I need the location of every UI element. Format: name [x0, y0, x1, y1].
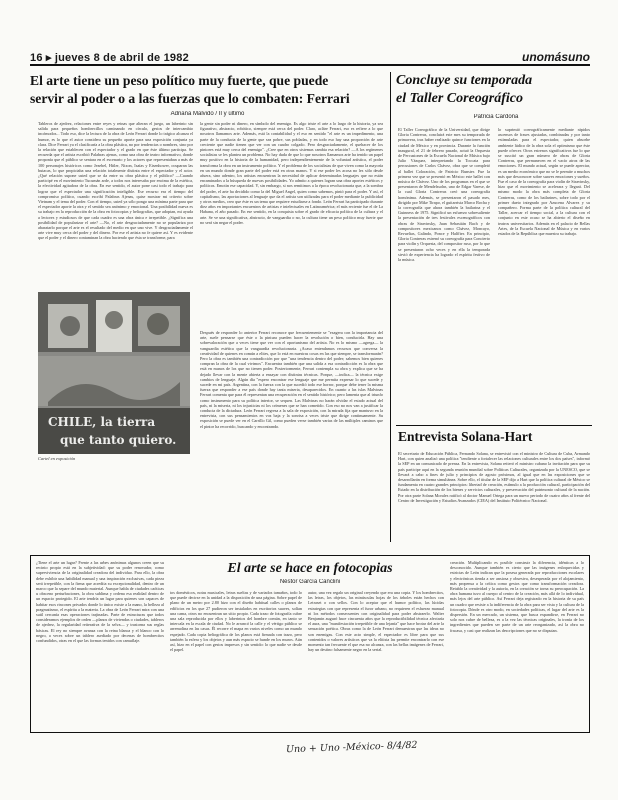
column-divider [390, 72, 391, 542]
side-article-col2: lo suprimió coreográficamente mediante rápidos ascensos de frases ajustadas, combinadas y por tanto estimuladas para el espectador, quien absorbe ambiente lúdico de la obra sola el optimismo que éste puede ofrecer. Otros estrenos significativos fue lo que se suscitó un gran número de obras de Gloria Contreras, que permanecen en el vacío atroz de las emociones. El mundo actual, según se puede apreciar, es un medio económico que no se le permite a muchos más que desconocer sobre suaves emociones y sueños. Fue el caso de la coreografía para violín de Stravinsky, hizo que el movimiento se acelerara y llegará. Del mismo modo la obra más completa de Gloria Contreras, como de los bailarines, sobre todo por el primer dueto integrado por Azucena Alvarez y su compañero. Forma parte de la política cultural del Taller, acercar el tiempo social, a la cultura con el conjunto en este ocaso se ha abierto el diseño en teatros universitarios. Además en el palacio de Bellas Artes, de la Escuela Nacional de Música y en varios estados de la República que muestra su trabajo. [498, 127, 590, 237]
main-byline: Adriana Malvido / II y último [170, 111, 245, 117]
solana-headline: Entrevista Solana-Hart [398, 429, 533, 444]
page-date: 16 ▸ jueves 8 de abril de 1982 [30, 52, 189, 64]
side-headline [396, 72, 596, 112]
handwritten-note: Uno + Uno -México- 8/4/82 [285, 739, 418, 756]
box-col2: tos domésticos, notas musicales, letras sueltas y de variados tamaños, todo lo que puede decirse en la unidad a la disposición de una página. Sobre papel de plano de un metro por 2.80 hizo con el diseño habitual calles o planos de edificios en los que 27 pudieron ser instalados en escritorios suaves, solían una cama, otros no encuentran un sitio propio. Cada trazo de fotografía cubre una sala reproducida por ellos y laberintos del hombre común, en tanto se intercala en la escala de ciudad. No le arrancó la calle y el vértigo público se arremolina en las casas. Él recorre el mapa en varios niveles como un mundo espejado. Cada copia heliográfica de los planos está firmada con trazo, pero también la esfera y los objetos y aun más espacio se hunde en los muros. Aún así, hizo en el papel con gestos impresos y sin sentido: lo que nadie ve desde el papel. [170, 590, 302, 653]
side-headline-line1: Concluye su temporada [396, 73, 533, 88]
poster-text-line1: CHILE, la tierra [48, 415, 156, 429]
main-headline [30, 72, 385, 112]
solana-top-rule [396, 425, 592, 426]
main-article-col1: Tableros de ajedrez, relaciones entre reyes y reinas que alteran el juego, un laberinto sin salida para pequeños hombrecillos caminando en círculo, gestos de intercambio incómodos... Todo eso, dice la lectura de la obra de León Ferrari donde lo trágico alcanza el humor, es lo que el autor considera su pequeño aporte para una exposición conjunta ya clara. Dice Ferrari ya el clasificaría a la obra plástica, no por tendencias o nombres, sino por la relación que establecen con el espectador y el grado en que éste último participa. Se recuerda que el artista escribió Palabras ajenas, como una obra de teatro informativo, donde proponía que el público se sentara en el escenario y los actores que representaban a más de 100 personajes históricos como Jezebel, Hitler, Nixon, Isaías y Eisenhower, ocuparan las butacas, lo que propiciaba una relación totalmente distinta entre el espectador y el actor. ¿Qué relación supone usted que se da entre su obra plástica y el público? —Cuando participé en el movimiento Tucumán arde, a todos nos interesaba por encima de la estética, la efectividad agitadora de la obra. En ese sentido, el autor pone casi todo el trabajo para lograr que el espectador una significación inteligible. Ese recurso era el tiempo del compromiso político, cuando escribí Palabras Ajenas, quise mostrar mi criterio sobre Vietnam y el tema del poder. Con el tiempo, usted ya sólo pongo una mínima parte para que el espectador aporte la otra y el sentido sea anónimo y emocional. Una posibilidad nueva es su trabajo en la reproducción de la obra en fotocopias y heliografías, que adoptan, mi ayuda a lectores y estudiosos de que cada cuadro es una obra única e irrepetible. ¿Significa una posibilidad de popularizar el arte? —No, el arte desgraciadamente no se populariza por abaratarlo porque el arte es el resultado del medio en que uno vive. Y desgraciadamente el arte vive muy cerca del poder y del dinero. Por ese el artista no fe quiere así. Y es evidente que el poder y el dinero contaminan la obra haciendo que ésta se transforme, para [38, 121, 193, 241]
main-article-col3: Después de responder lo anterior Ferrari reconoce que frecuentemente se "exagera con la importancia del arte, suele pensarse que éste o la pintura pueden hacer la revolución o bien, conducirla. Hay una sobrevaloración que a veces tiene que ver con el oportunismo del artista. No es lo mismo —agrega— la vanguardia estética que la vanguardia revolucionaria. ¿Acaso entendamos recursos que conversa la creatividad de quienes en común a elites, que lo está en nuestras cosas en las que siempre, se transformarán? Pero la obra es también una contradicción por que "una tendencia dentro del poder; sabemos bien quienes compran la obra de la cual vivimos". Encuentra también que una salida a esa contradicción es la obra que está en manos de los que no tienen poder. Posteriormente, Ferrari contempla su obra y explica que se ha dejado llevar con la mente abierta a ensayar con distintas técnicas. Porque, —indica— la técnica exige cambios de lenguaje. Algún día "espero encontrar ese lenguaje que me permita expresar lo que sucede y sucede en mi país. Argentina, con la fuerza con la que sucedió todo ese horror, porque debe tener la misma fuerza que responder a ese país donde hay tanta miseria, desaparecidos. En cuanto a las islas Malvinas Ferrari comenta que para él representan una recuperación en el sentido histórico; pero lamenta que al triunfo como instrumento para su política interior, se sequen. Las Malvinas no harán olvidar el estado actual del país, ni la miseria, ni los injusticias ni los crímenes que se han cometido. Con eso no nos van a justificar la conducta de la dictadura. León Ferrari regresa a la sala de exposición, con la mirada fija que mantuvo en la entrevista, con sus pensamientos en voz baja y la sonrisa a veces triste que dirige continuamente. Su exposición se puede ver en el Carrillo Gil, como pueden verse también varias de las múltiples caminos que el pintor ha recorrido, buscando y encontrando. [200, 330, 383, 429]
main-article-col2: la gente sin poder ni dinero, en símbolo del enemigo. Es algo triste el arte a lo largo de la historia, ya sea figurativo, abstracto, robótico, siempre está cerca del poder. Claro, acláre Ferrari, eso es refiere a lo que nosotros llamamos arte. Además, está la contabilidad y el eso en sentido "el arte es un impedimento, una parte de la conducta de la gente que sea pobre, sus pobladas, y en todo eso hay una proporción de arte creciente que nadie tienen que ver con un cuadro colgado. Pero desgraciadamente, el quehacer de los pintores está muy cerca del enemigo". ¿Cree que en otros sistemas cambia esa relación? —A los regímenes socialistas se les plantea un problema. No hay duda de que lo que nosotros llamamos arte ha tenido un papel muy positivo en la historia de la humanidad, pero independientemente de la voluntad artística, el poder transforma la obra en un instrumento político. Y el problema de los socialistas de que viven como la mayoría en un mundo donde gran parte del poder está en otras manos. Y si ese poder les acosa no les sólo desde afuera, sino adentro, los artistas encuentran la necesidad de aplicar determinadas lenguajes que no están encaminados a la búsqueda de nuevas posibilidades. Yo admito a quienes logran una obra aportes estéticos y políticos. Emotin ese capacidad. Y, sin embargo, si nos remitimos a la época revolucionaria que, a la sombra del poder, el arte ha decidido como la del Miguel Angel, quien como sabemos, pintó para el poder. Y así, el capitalismo, las aportaciones al lenguaje que da el artista son utilizadas para el poder mediante la publicidad y otros medios, creo que éste es un tema que requiere estudiarse a fondo. León Ferrari ha participado durante diez años en importantes encuentros de artistas e intelectuales en Latinoamérica; el más reciente fue el de La Habana, el año pasado. En ese sentido, en la conquista sobre el grado de eficacia política de la cultura y el arte. Se ve una significativa, abstracto, de vanguardia o no, la cultura tiene un peso político muy fuerte que no será sin negar el poder. [200, 121, 383, 225]
box-headline: El arte se hace en fotocopias [227, 561, 393, 576]
box-col1: ¿Tiene el arte un lugar? Frente a las urbes anónimas algunos creen que su recinto propio está en la subjetividad: que su poder renovador, como superviviencia de la originalidad creadora del individuo. Para ello, la obra debe exhibir una habilidad manual y una inspiración exclusivas, cada pieza será irrepetible, con la firma que acredita su excepcionalidad, dentro de un marco que la separe del mundo material. Aunque habla de ciudades caóticas u obsceno perturbaciones, la obra sublima y ordena esa realidad dentro de un espacio protegido. El arte tendría un lugar para quienes son capaces de habitar esos rincones privados donde lo único existe a la mano, la belleza al pragmatismo, el espíritu a la materia. La obra de León Ferrari mira con una sutil cercanía esas operaciones trajinadas. Parte de estructuras que todos consideramos ejemplos de orden —planos de viviendas o ciudades, tableros de ajedrez, la regularidad reiterativa de la selva— y trastorna sus reglas básicas. El rey no siempre avanza con la reina blanca y el blanco con lo negro, a veces sobre un tablero asediado por decenas de hombrecitos confundidos, otras en el que las formas tenidos con camuflaje. [36, 560, 164, 644]
poster-text-line2: que tanto quiero. [60, 433, 177, 447]
publication-name: unomásuno [522, 50, 590, 64]
box-col4: creación. Multiplicando es posible construir la diferencia, idénticas a lo desconocido. Aunque también es cierto que las imágenes enloquecidas y estrictas de León indican que la posesa generada por reproducciones escolares y electrónicas tienda a ser ansiosa y obsesiva, desesperada por el alojamiento, más propensa a la crítica como gestos que como transformación creadora. Retablo la creatividad y la autoría, en la creación se torna su preocupación. La obra humana tuvo al cuerpo al centro de la creación, más allá de lo individual, más lejos del arte público. Así Ferrari deja registrado en la historia de su país un cuadro que resiste a la indiferencia de la obra para ser vista y la cultura de la fotocopia. Dónde es otro modo, en sociedades políticas, el lugar del arte es la dispersión. En un mercado, un sistema, que busca expandirse, en Ferrari no solo nos cubre de belleza, es a la vez las técnicas originales, la ironía de los ingredientes que pueden ser parte de un arte reorganizado, así la obra no fracasa, y casi que realizan las descripciones que no se disputan. [450, 560, 584, 633]
box-byline: Néstor García Canclini [279, 579, 341, 585]
side-headline-line2: el Taller Coreográfico [396, 91, 524, 106]
poster-image [38, 292, 190, 454]
page-header [30, 50, 590, 66]
poster-photo [38, 292, 190, 454]
side-byline: Patricia Cardona [473, 114, 519, 120]
main-headline-line1: El arte tiene un peso político muy fuerte, que puede [30, 73, 329, 88]
photo-caption: Cartel en exposición [38, 456, 76, 461]
solana-text: El secretario de Educación Pública, Fernando Solana, se entrevistó con el ministro de Cultura de Cuba, Armando Hart, con quien analizó una política "tendiente a fortalecer las relaciones culturales entre los dos países", informó la SEP en un comunicado de prensa. En la entrevista, Solana reiteró el ministro cubano la invitación para que su país participe aquí en la segunda reunión mundial sobre Políticas Culturales, organizada por la UNESCO, que se llevará a cabo a fines de julio y principios de agosto próximos, al igual que en las exposiciones que se desarrollarán en forma simultánea. Sobre ello, el titular de la SEP dijo a Hart que la política cultural de México se fundamenta en cuatro grandes principios: libertad de creación, estímulo a la producción cultural, participación del Estado en la distribución de los bienes y servicios culturales, y preservación del patrimonio cultural de la nación. Por otra parte Solana Morales ratificó al doctor Manuel Ortega para un nuevo periodo de cuatro años al frente del Centro de Investigación y Estudios Avanzados (CIEA) del Instituto Politécnico Nacional. [398, 451, 590, 503]
main-headline-line2: servir al poder o a las fuerzas que lo combaten: Ferrari [30, 91, 350, 106]
box-col3: autor, una vez regalo un original creyendo que era una copia. Y los hombrecitos, las letras, los objetos, las minúsculas hojas de los árboles están hechos con Letraset o con sellos. Con lo aceptar que el humor político, las lúcidas estrategias con que representa el furor urbano, no requieren el esfuerzo manual ni los métodos consecuentes con originalidad para poder abstraerlo. Walter Benjamin auguró hace cincuenta años que la reproductibilidad técnica afectaría el aura, una "manifestación irrepetible de una lejanía" que hace brotar del arte la sensación poética. Obras como la de León Ferrari demuestran que las ideas no son enemigas. Con este acto simple, el espectador es libre para que sus contenidos o valores artísticos que va la elitista las permite encontrarlo con ese momento tan frecuente el que esa no alcanza, con las bellas imágenes de Ferrari, hay un destino falsamente negro en la serial. [308, 590, 444, 653]
side-article-col1: El Taller Coreográfico de la Universidad, que dirige Gloria Contreras, concluirá este mes su temporada de primavera, tras haber realizado quince funciones en la ciudad de México y en provincia. Durante la función inaugural, el 21 de febrero pasado, actuó la Orquesta de Percusiones de la Escuela Nacional de Música bajo Julio Vázquez, interpretando la Toccata para percusiones de Carlos Chávez, obra que se completó al ballet Coloración, de Patricio Bunster. Fue la primera vez que se presentó en México este ballet con música de Chávez. Uno de los programas en el que se presentaron de Mendelssohn, uno de Edgar Varese, de la cual Gloria Contreras creó una coreografía homónima. Además, se presentaron el pasado mes, dirigido por Mike Tirapo, el guitarrista Marco Rocha y la coreografía que ahora también la bailarina y el Guinness de 1975. Significó un esfuerzo sobresaliente la presentación de tres festivales escenográficos con obras de Stravinsky, Juan Sebastián Bach y de compositores mexicanos como Chávez, Moncayo, Revueltas, Galindo, Ponce y Halffter. En principio, Gloria Contreras estrenó su coreografía para Concierto para violín y Orquesta, del compositor ruso, por lo que se presentaron ocho veces y en ella la temporada sirvió de experiencia ha logrado el espíritu festivo de la música. [398, 127, 490, 263]
